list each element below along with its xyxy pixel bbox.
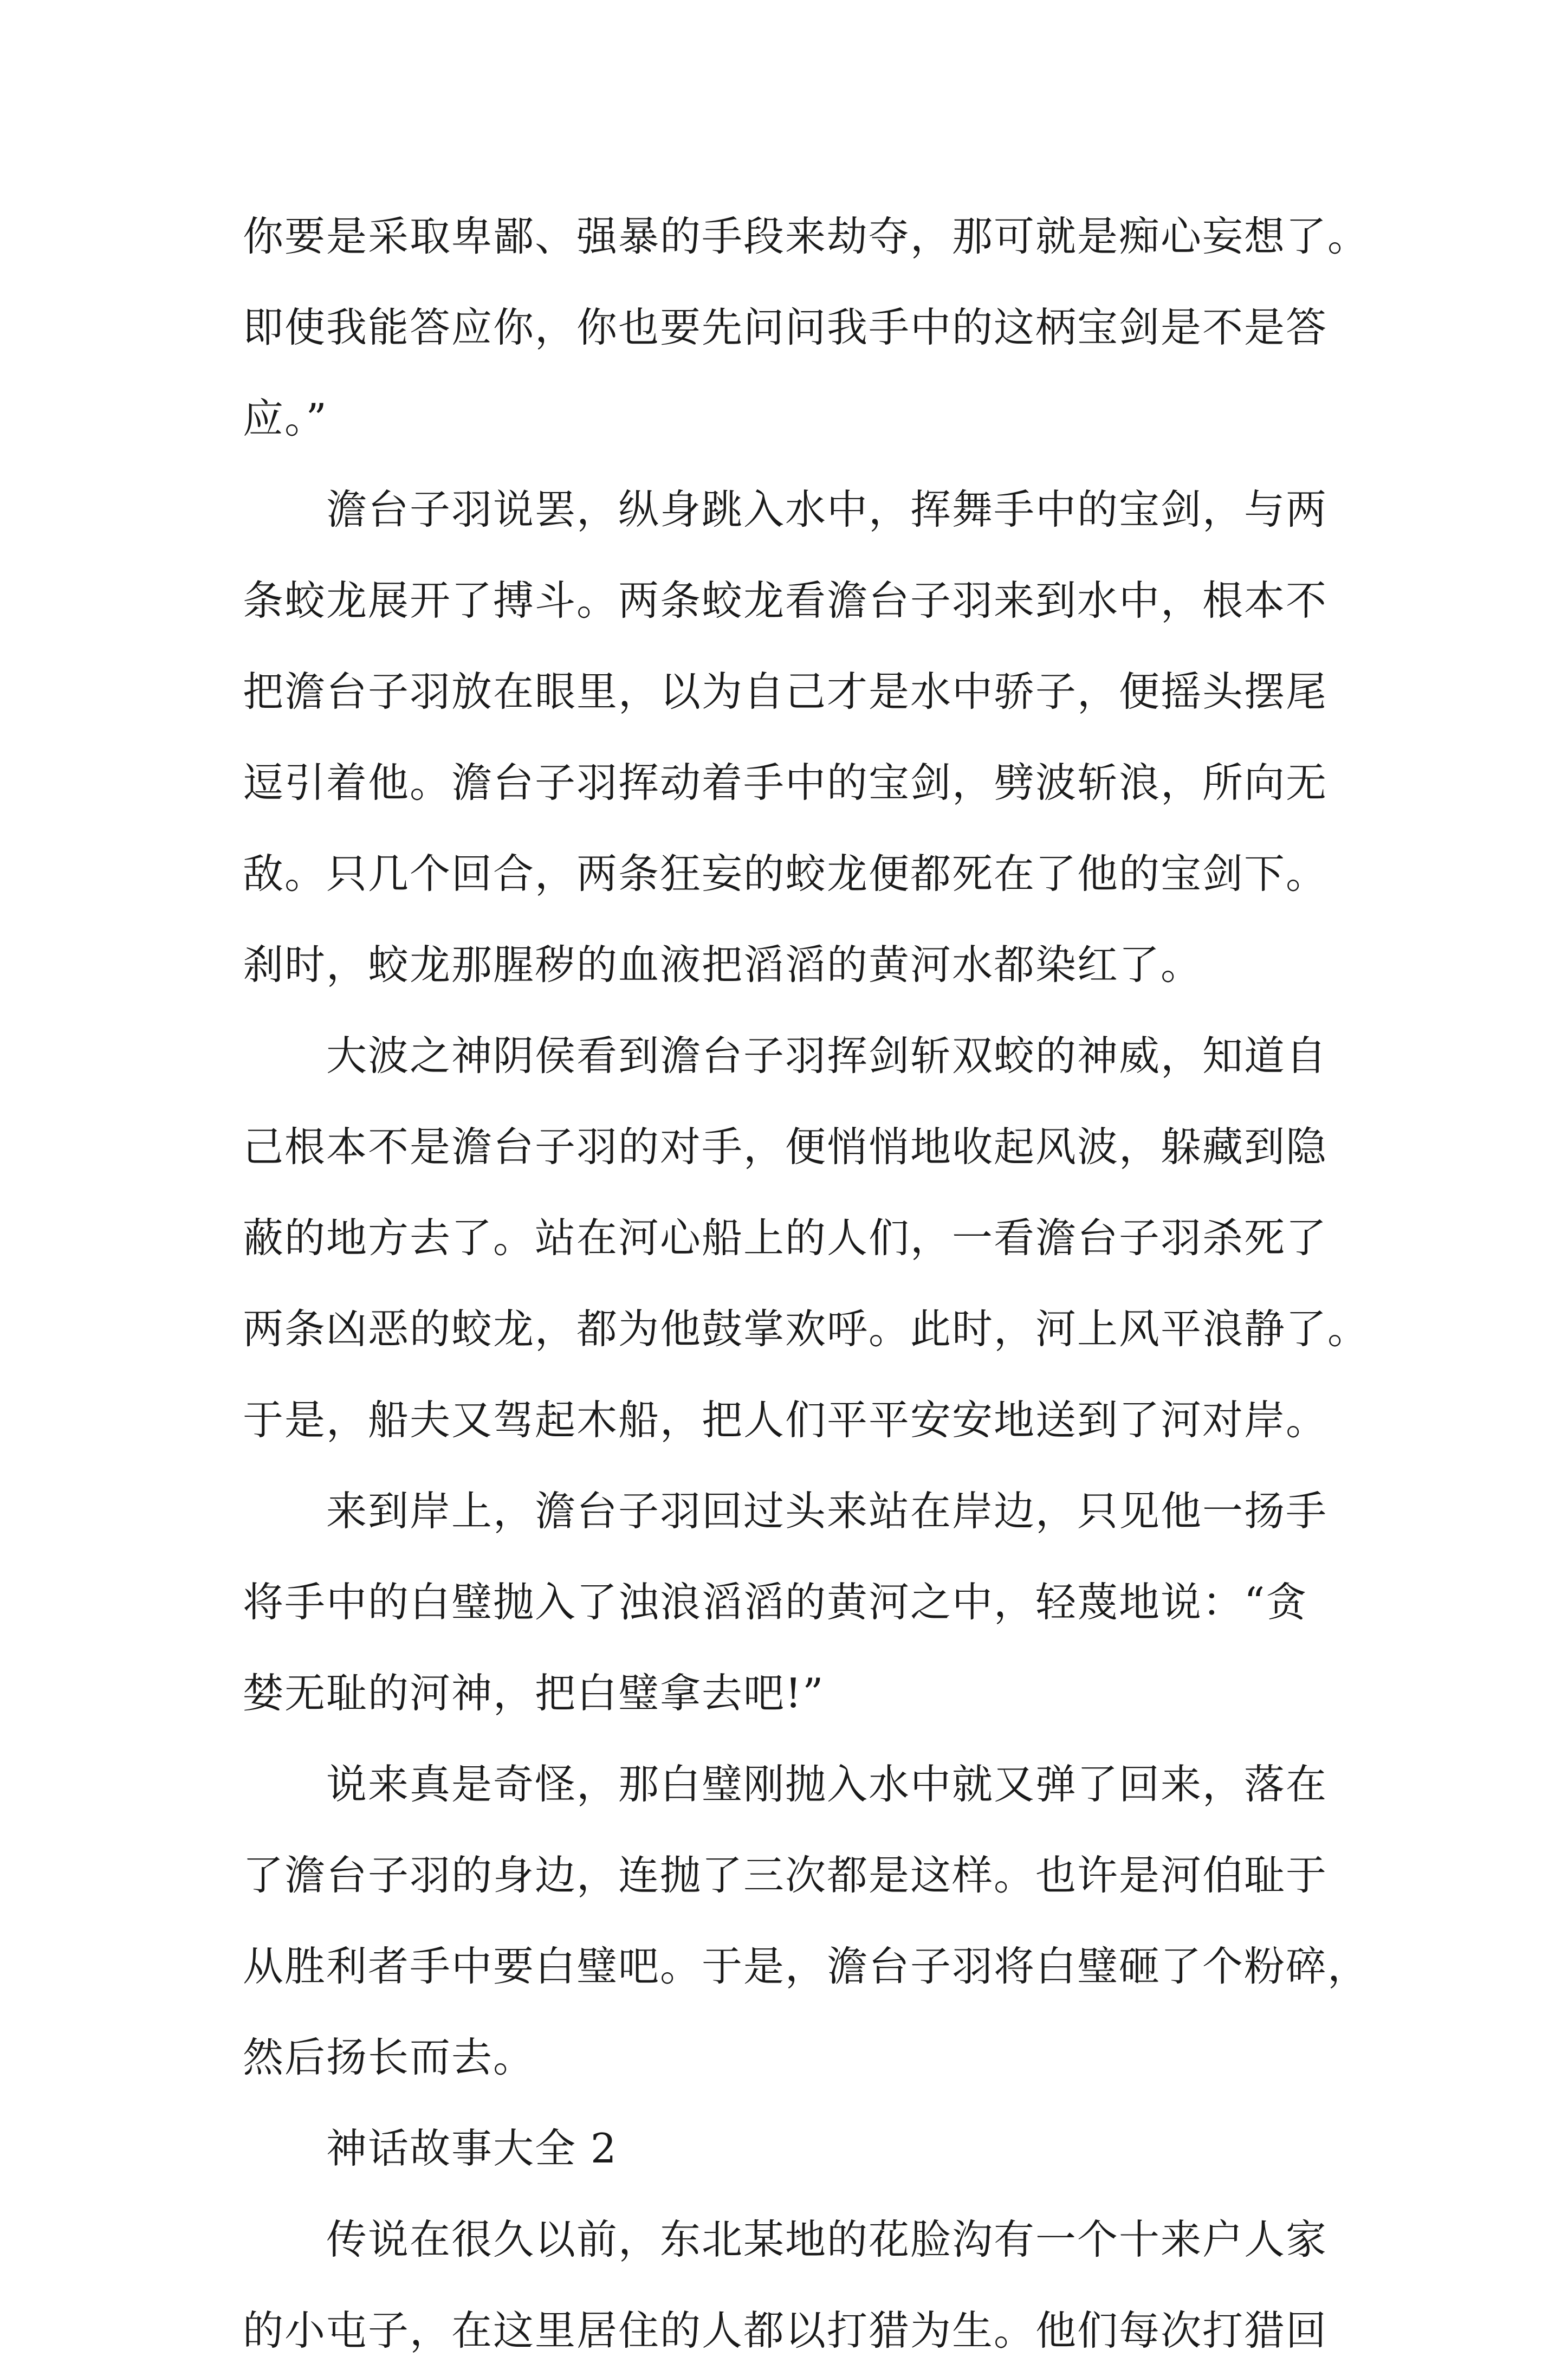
section-heading: 神话故事大全 2 <box>243 2125 618 2172</box>
text-line: 说来真是奇怪，那白璧刚抛入水中就又弹了回来，落在 <box>243 1760 1328 1808</box>
document-body <box>243 191 1370 2376</box>
text-line: 逗引着他。澹台子羽挥动着手中的宝剑，劈波斩浪，所向无 <box>243 759 1328 806</box>
text-line: 即使我能答应你，你也要先问问我手中的这柄宝剑是不是答 <box>243 304 1328 351</box>
text-line: 己根本不是澹台子羽的对手，便悄悄地收起风波，躲藏到隐 <box>243 1123 1328 1171</box>
text-line: 来到岸上，澹台子羽回过头来站在岸边，只见他一扬手 <box>243 1487 1328 1535</box>
text-line: 从胜利者手中要白璧吧。于是，澹台子羽将白璧砸了个粉碎， <box>243 1942 1370 1990</box>
text-line: 婪无耻的河神，把白璧拿去吧!” <box>243 1669 825 1717</box>
text-line: 了澹台子羽的身边，连抛了三次都是这样。也许是河伯耻于 <box>243 1851 1328 1899</box>
text-line: 敌。只几个回合，两条狂妄的蛟龙便都死在了他的宝剑下。 <box>243 850 1328 898</box>
text-line: 应。” <box>243 395 328 442</box>
text-line: 的小屯子，在这里居住的人都以打猎为生。他们每次打猎回 <box>243 2307 1328 2354</box>
text-line: 你要是采取卑鄙、强暴的手段来劫夺，那可就是痴心妄想了。 <box>243 212 1370 260</box>
text-line: 然后扬长而去。 <box>243 2033 535 2081</box>
text-line: 两条凶恶的蛟龙，都为他鼓掌欢呼。此时，河上风平浪静了。 <box>243 1305 1370 1353</box>
text-line: 把澹台子羽放在眼里，以为自己才是水中骄子，便摇头摆尾 <box>243 668 1328 715</box>
text-line: 刹时，蛟龙那腥秽的血液把滔滔的黄河水都染红了。 <box>243 941 1203 989</box>
text-line: 条蛟龙展开了搏斗。两条蛟龙看澹台子羽来到水中，根本不 <box>243 577 1328 624</box>
text-line: 大波之神阴侯看到澹台子羽挥剑斩双蛟的神威，知道自 <box>243 1032 1328 1080</box>
text-line: 传说在很久以前，东北某地的花脸沟有一个十来户人家 <box>243 2216 1328 2263</box>
text-line: 将手中的白璧抛入了浊浪滔滔的黄河之中，轻蔑地说：“贪 <box>243 1578 1308 1626</box>
text-line: 蔽的地方去了。站在河心船上的人们，一看澹台子羽杀死了 <box>243 1214 1328 1262</box>
text-line: 于是，船夫又驾起木船，把人们平平安安地送到了河对岸。 <box>243 1396 1328 1444</box>
text-line: 澹台子羽说罢，纵身跳入水中，挥舞手中的宝剑，与两 <box>243 486 1328 533</box>
